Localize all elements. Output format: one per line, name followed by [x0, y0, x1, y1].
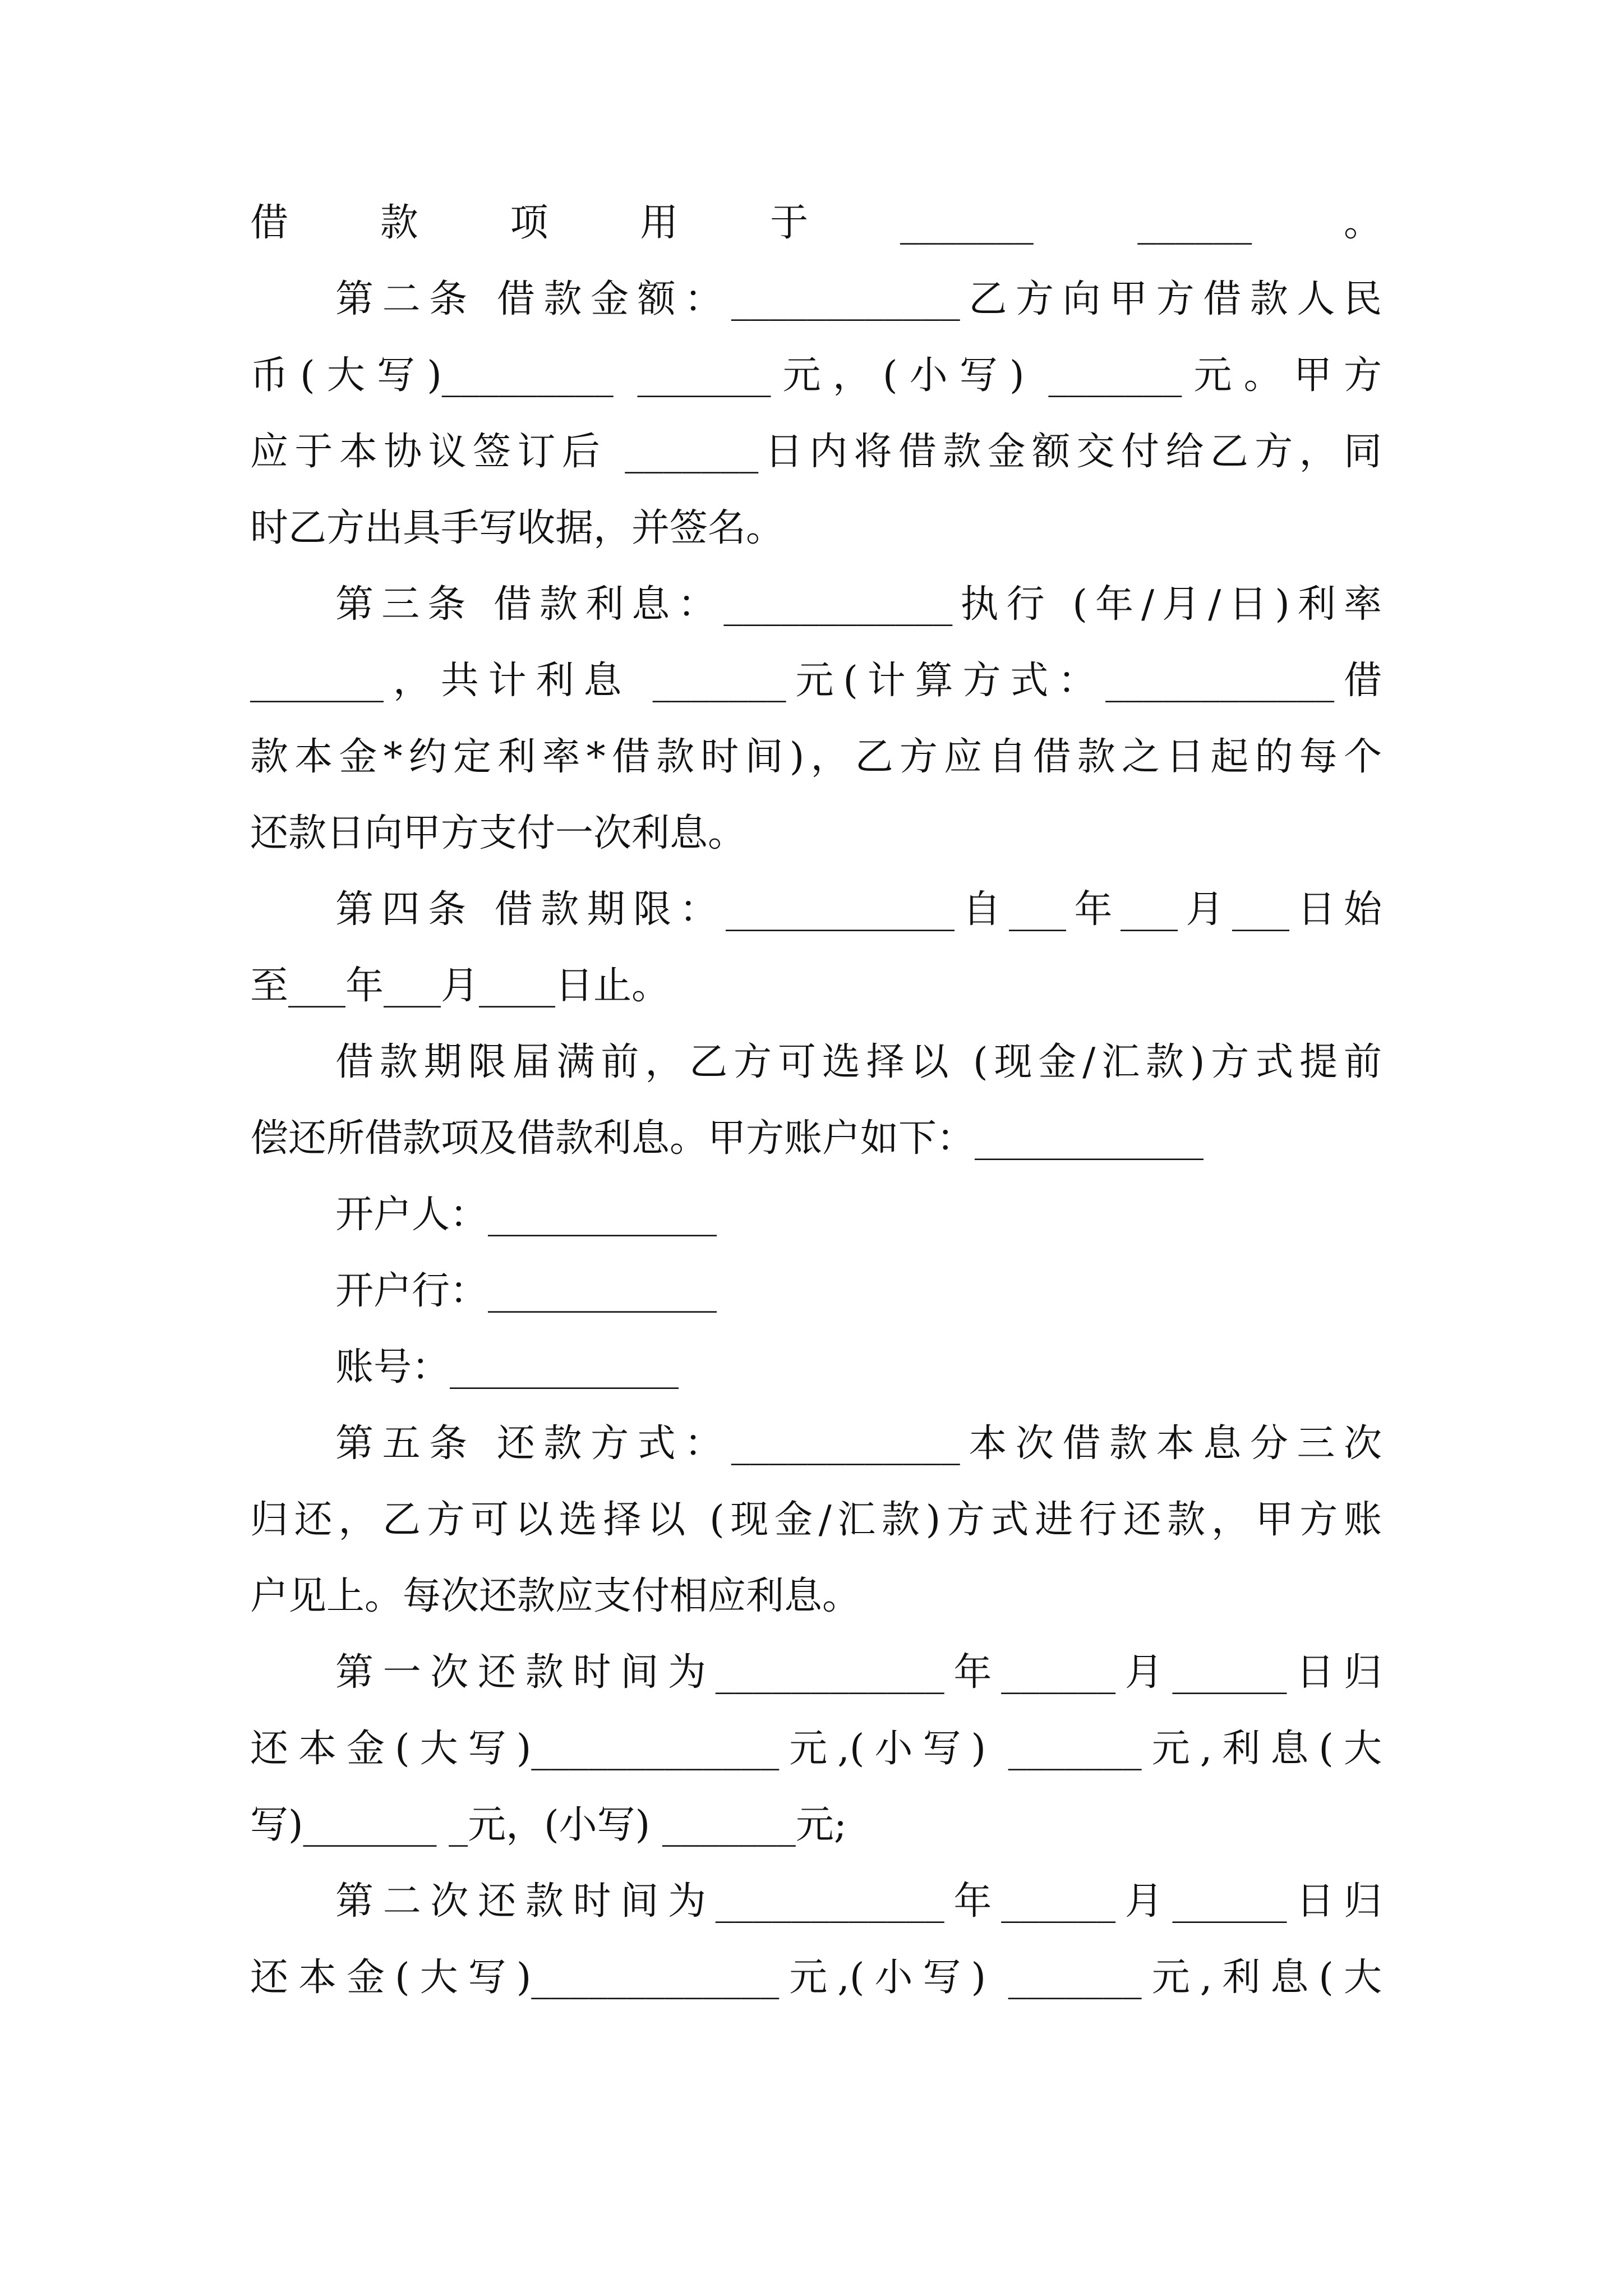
text-line: 还本金(大写)_____________元,(小写) _______元,利息(大	[250, 1955, 1382, 2000]
first-repayment-line-2	[250, 1711, 1382, 1787]
article-2-line-3	[250, 414, 1382, 490]
loan-purpose-line	[250, 185, 1382, 261]
article-3-line-3	[250, 719, 1382, 795]
text-line: 还本金(大写)_____________元,(小写) _______元,利息(大	[250, 1727, 1382, 1771]
article-2-line-4	[250, 490, 1382, 567]
early-repayment-line-1	[250, 1024, 1382, 1101]
text-line: 第二条 借款金额：____________乙方向甲方借款人民	[335, 277, 1382, 321]
article-5-line-2	[250, 1482, 1382, 1558]
second-repayment-line-1	[250, 1864, 1382, 1940]
article-3-line-1	[250, 567, 1382, 643]
text-line: 币(大写)_________ _______元，(小写) _______元。甲方	[250, 353, 1382, 398]
text-line: 第三条 借款利息：____________执行 (年/月/日)利率	[335, 582, 1382, 627]
text-line: 归还，乙方可以选择以 (现金/汇款)方式进行还款，甲方账	[250, 1498, 1382, 1542]
account-number-line	[250, 1329, 1382, 1406]
text-line: 户见上。每次还款应支付相应利息。	[250, 1574, 861, 1618]
text-line: 第四条 借款期限：____________自___年___月___日始	[335, 887, 1382, 932]
text-line: 写)_______ _元，(小写) _______元;	[250, 1803, 847, 1847]
text-line: 借款项用于_______ ______。	[250, 201, 1382, 245]
text-line: 第一次还款时间为____________年______月______日归	[335, 1650, 1382, 1695]
article-5-line-1	[250, 1406, 1382, 1482]
text-line: 借款期限届满前，乙方可选择以 (现金/汇款)方式提前	[335, 1040, 1382, 1084]
article-2-line-1	[250, 261, 1382, 338]
contract-body	[250, 185, 1382, 2016]
text-line: 账号：____________	[335, 1345, 679, 1389]
text-line: _______，共计利息 _______元(计算方式：____________借	[250, 659, 1382, 703]
text-line: 偿还所借款项及借款利息。甲方账户如下：____________	[250, 1116, 1204, 1161]
article-3-line-2	[250, 643, 1382, 719]
text-line: 第二次还款时间为____________年______月______日归	[335, 1879, 1382, 1924]
article-4-line-2	[250, 948, 1382, 1024]
text-line: 时乙方出具手写收据，并签名。	[250, 506, 785, 550]
article-5-line-3	[250, 1558, 1382, 1635]
article-3-line-4	[250, 795, 1382, 872]
account-bank-line	[250, 1253, 1382, 1329]
text-line: 至___年___月____日止。	[250, 964, 670, 1008]
text-line: 款本金*约定利率*借款时间)，乙方应自借款之日起的每个	[250, 735, 1382, 779]
text-line: 第五条 还款方式：____________本次借款本息分三次	[335, 1421, 1382, 1466]
second-repayment-line-2	[250, 1940, 1382, 2016]
early-repayment-line-2	[250, 1101, 1382, 1177]
account-holder-line	[250, 1177, 1382, 1253]
first-repayment-line-1	[250, 1635, 1382, 1711]
text-line: 还款日向甲方支付一次利息。	[250, 811, 746, 855]
article-2-line-2	[250, 338, 1382, 414]
text-line: 应于本协议签订后 _______日内将借款金额交付给乙方，同	[250, 430, 1382, 474]
first-repayment-line-3	[250, 1787, 1382, 1864]
text-line: 开户人：____________	[335, 1193, 717, 1237]
text-line: 开户行：____________	[335, 1269, 717, 1313]
article-4-line-1	[250, 872, 1382, 948]
